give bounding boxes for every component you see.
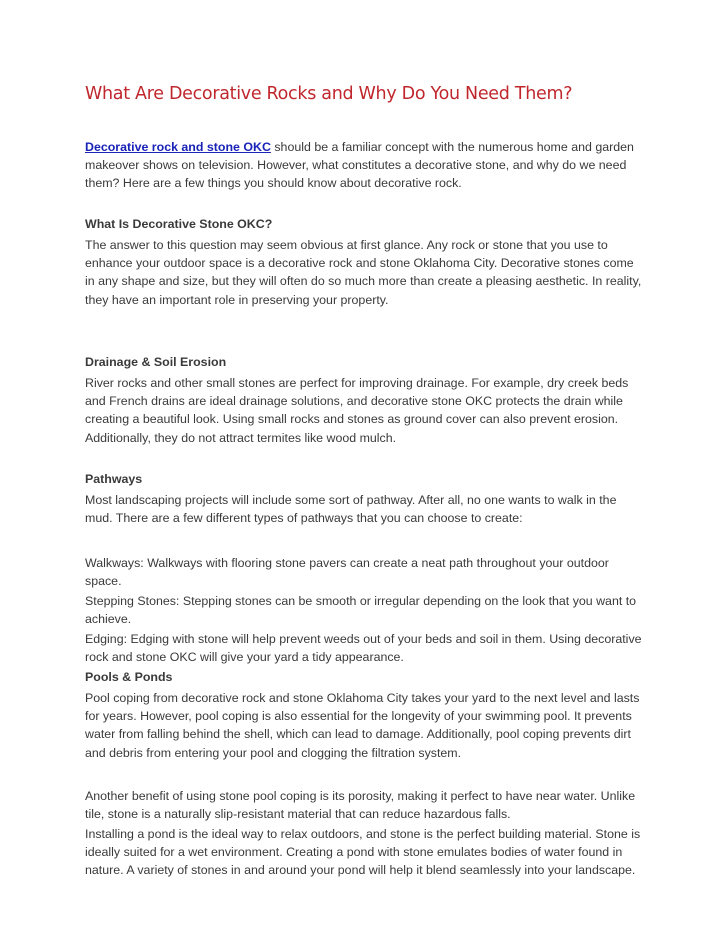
pathways-paragraph: Most landscaping projects will include some sort of pathway. After all, no one wants to walk in the mud. There are a few different types of pathways that you can choose to create: [85, 493, 617, 526]
what-is-paragraph: The answer to this question may seem obvious at first glance. Any rock or stone that you use to enhance your outdoor space is a decorative rock and stone Oklahoma City. Decorative stones come in any shape and size, but they will often do so much more than create a pleasing aesthetic. In reality, they have an important role in preserving your property. [85, 238, 642, 307]
heading-what-is: What Is Decorative Stone OKC? [85, 217, 273, 231]
walkways-item: Walkways: Walkways with flooring stone pavers can create a neat path throughout your outdoor space. [85, 556, 609, 589]
porosity-paragraph: Another benefit of using stone pool coping is its porosity, making it perfect to have near water. Unlike tile, stone is a naturally slip-resistant material that can reduce hazardous falls. [85, 789, 636, 822]
heading-pools: Pools & Ponds [85, 670, 173, 684]
intro-text: should be a familiar concept with the numerous home and garden makeover shows on television. However, what constitutes a decorative stone, and why do we need them? Here are a few things you should know about decorative rock. [85, 140, 634, 191]
decorative-rock-link[interactable]: Decorative rock and stone OKC [85, 140, 271, 154]
pond-paragraph: Installing a pond is the ideal way to relax outdoors, and stone is the perfect building material. Stone is ideally suited for a wet environment. Creating a pond with stone emulates bodies of water found in nature. A variety of stones in and around your pond will help it blend seamlessly into your landscape. [85, 827, 641, 878]
heading-drainage: Drainage & Soil Erosion [85, 355, 227, 369]
heading-pathways: Pathways [85, 472, 143, 486]
edging-item: Edging: Edging with stone will help prevent weeds out of your beds and soil in them. Using decorative rock and stone OKC will give your yard a tidy appearance. [85, 632, 642, 665]
drainage-paragraph: River rocks and other small stones are perfect for improving drainage. For example, dry creek beds and French drains are ideal drainage solutions, and decorative stone OKC protects the drain while creating a beautiful look. Using small rocks and stones as ground cover can also prevent erosion. Additionally, they do not attract termites like wood mulch. [85, 376, 629, 445]
pools-paragraph: Pool coping from decorative rock and stone Oklahoma City takes your yard to the next level and lasts for years. However, pool coping is also essential for the longevity of your swimming pool. It prevents water from falling behind the shell, which can lead to damage. Additionally, pool coping prevents dirt and debris from entering your pool and clogging the filtration system. [85, 691, 640, 760]
intro-paragraph [85, 138, 645, 193]
stepping-stones-item: Stepping Stones: Stepping stones can be smooth or irregular depending on the look that you want to achieve. [85, 594, 637, 627]
page-title: What Are Decorative Rocks and Why Do You Need Them? [85, 84, 573, 104]
